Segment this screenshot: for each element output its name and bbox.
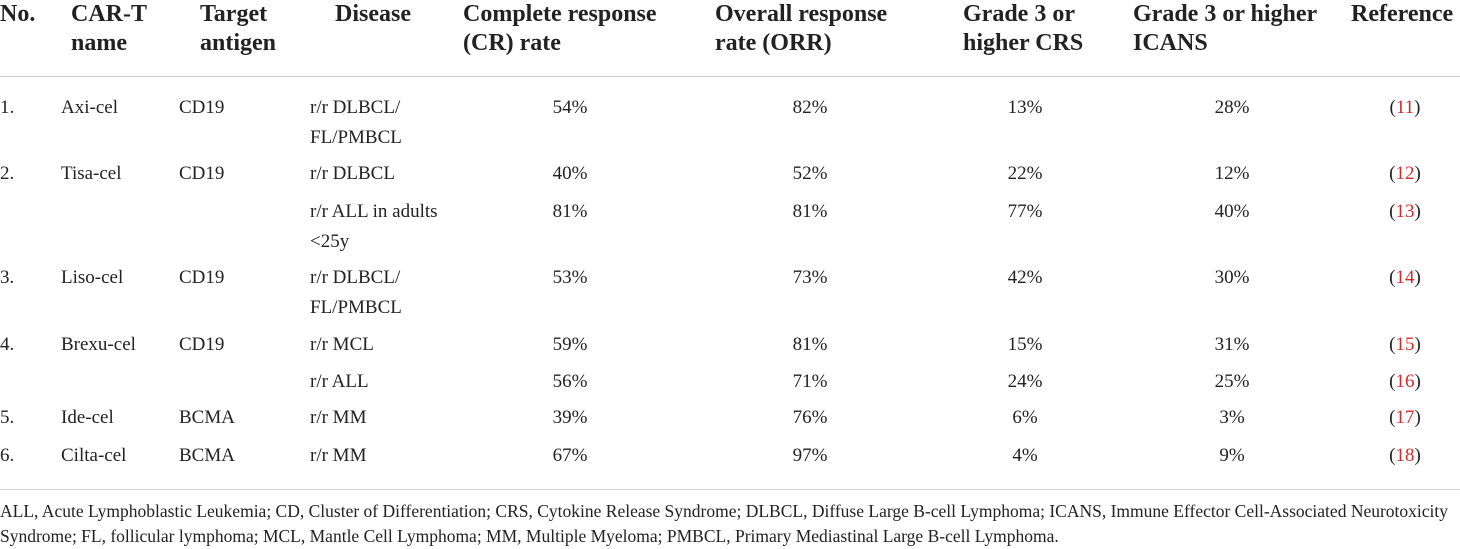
cell-no: 4. (0, 334, 15, 355)
table-footnote: ALL, Acute Lymphoblastic Leukemia; CD, Cluster of Differentiation; CRS, Cytokine Release Syndrome; DLBCL, Diffuse Large B-cell Lymphoma; ICANS, Immune Effector Cell-Associated Neurotoxicity Syndrome; FL, follicular lymphoma; MCL, Mantle Cell Lymphoma; MM, Multiple Myeloma; PMBCL, Primary Mediastinal Large B-cell Lymphoma. (0, 501, 1449, 546)
cell-no: 3. (0, 267, 15, 288)
cell-cr-rate: 53% (552, 267, 588, 288)
cell-crs: 77% (1007, 201, 1043, 222)
cell-crs: 4% (1012, 445, 1038, 466)
header-target-antigen: Target antigen (200, 1, 277, 56)
cell-car-t-name: Tisa-cel (61, 163, 122, 184)
cell-orr: 81% (792, 201, 828, 222)
cell-icans: 28% (1214, 97, 1250, 118)
header-reference: Reference (1351, 1, 1454, 27)
header-orr: Overall response rate (ORR) (715, 1, 888, 56)
header-crs: Grade 3 or higher CRS (963, 1, 1084, 56)
header-cr-rate: Complete response (CR) rate (463, 1, 657, 56)
header-disease: Disease (335, 1, 411, 27)
cell-crs: 15% (1007, 334, 1043, 355)
cell-crs: 6% (1012, 407, 1038, 428)
cell-icans: 12% (1214, 163, 1250, 184)
cell-no: 6. (0, 445, 15, 466)
reference-link[interactable]: 12 (1395, 163, 1415, 184)
cell-target-antigen: BCMA (179, 407, 235, 428)
cell-orr: 71% (792, 371, 828, 392)
cell-target-antigen: CD19 (179, 267, 225, 288)
cell-reference: (18) (1389, 445, 1421, 466)
header-rule (0, 76, 1460, 77)
cell-cr-rate: 39% (552, 407, 588, 428)
cell-target-antigen: CD19 (179, 334, 225, 355)
cell-car-t-name: Cilta-cel (61, 445, 127, 466)
reference-link[interactable]: 14 (1395, 267, 1415, 288)
reference-link[interactable]: 11 (1395, 97, 1415, 118)
cell-disease: r/r ALL in adults <25y (310, 201, 438, 252)
cell-crs: 24% (1007, 371, 1043, 392)
header-icans: Grade 3 or higher ICANS (1133, 1, 1317, 56)
cell-car-t-name: Brexu-cel (61, 334, 136, 355)
cell-disease: r/r MM (310, 407, 367, 428)
cell-icans: 31% (1214, 334, 1250, 355)
cell-orr: 52% (792, 163, 828, 184)
cell-car-t-name: Axi-cel (61, 97, 118, 118)
cell-reference: (17) (1389, 407, 1421, 428)
cell-cr-rate: 54% (552, 97, 588, 118)
reference-link[interactable]: 16 (1395, 371, 1415, 392)
footer-rule (0, 489, 1460, 490)
cell-orr: 97% (792, 445, 828, 466)
cell-cr-rate: 59% (552, 334, 588, 355)
header-no: No. (0, 1, 36, 27)
cell-no: 5. (0, 407, 15, 428)
reference-link[interactable]: 18 (1395, 445, 1415, 466)
cell-reference: (12) (1389, 163, 1421, 184)
reference-link[interactable]: 17 (1395, 407, 1415, 428)
cell-reference: (15) (1389, 334, 1421, 355)
cell-reference: (11) (1389, 97, 1421, 118)
cell-crs: 22% (1007, 163, 1043, 184)
cell-disease: r/r DLBCL/ FL/PMBCL (310, 267, 402, 318)
cell-reference: (13) (1389, 201, 1421, 222)
cell-target-antigen: BCMA (179, 445, 235, 466)
cell-orr: 81% (792, 334, 828, 355)
cell-icans: 3% (1219, 407, 1245, 428)
cell-target-antigen: CD19 (179, 163, 225, 184)
cell-disease: r/r DLBCL (310, 163, 395, 184)
cell-car-t-name: Ide-cel (61, 407, 114, 428)
cell-disease: r/r ALL (310, 371, 369, 392)
reference-link[interactable]: 15 (1395, 334, 1415, 355)
cell-car-t-name: Liso-cel (61, 267, 124, 288)
cell-crs: 13% (1007, 97, 1043, 118)
cell-cr-rate: 40% (552, 163, 588, 184)
cell-disease: r/r DLBCL/ FL/PMBCL (310, 97, 402, 148)
cell-icans: 40% (1214, 201, 1250, 222)
cell-reference: (14) (1389, 267, 1421, 288)
cell-icans: 9% (1219, 445, 1245, 466)
reference-link[interactable]: 13 (1395, 201, 1415, 222)
cell-disease: r/r MM (310, 445, 367, 466)
cell-no: 2. (0, 163, 15, 184)
cell-disease: r/r MCL (310, 334, 374, 355)
cell-orr: 73% (792, 267, 828, 288)
cell-icans: 25% (1214, 371, 1250, 392)
cell-orr: 82% (792, 97, 828, 118)
header-car-t-name: CAR-T name (71, 1, 147, 56)
cell-cr-rate: 81% (552, 201, 588, 222)
cell-target-antigen: CD19 (179, 97, 225, 118)
cell-no: 1. (0, 97, 15, 118)
cell-icans: 30% (1214, 267, 1250, 288)
cell-cr-rate: 67% (552, 445, 588, 466)
cell-orr: 76% (792, 407, 828, 428)
cell-cr-rate: 56% (552, 371, 588, 392)
cell-reference: (16) (1389, 371, 1421, 392)
cell-crs: 42% (1007, 267, 1043, 288)
